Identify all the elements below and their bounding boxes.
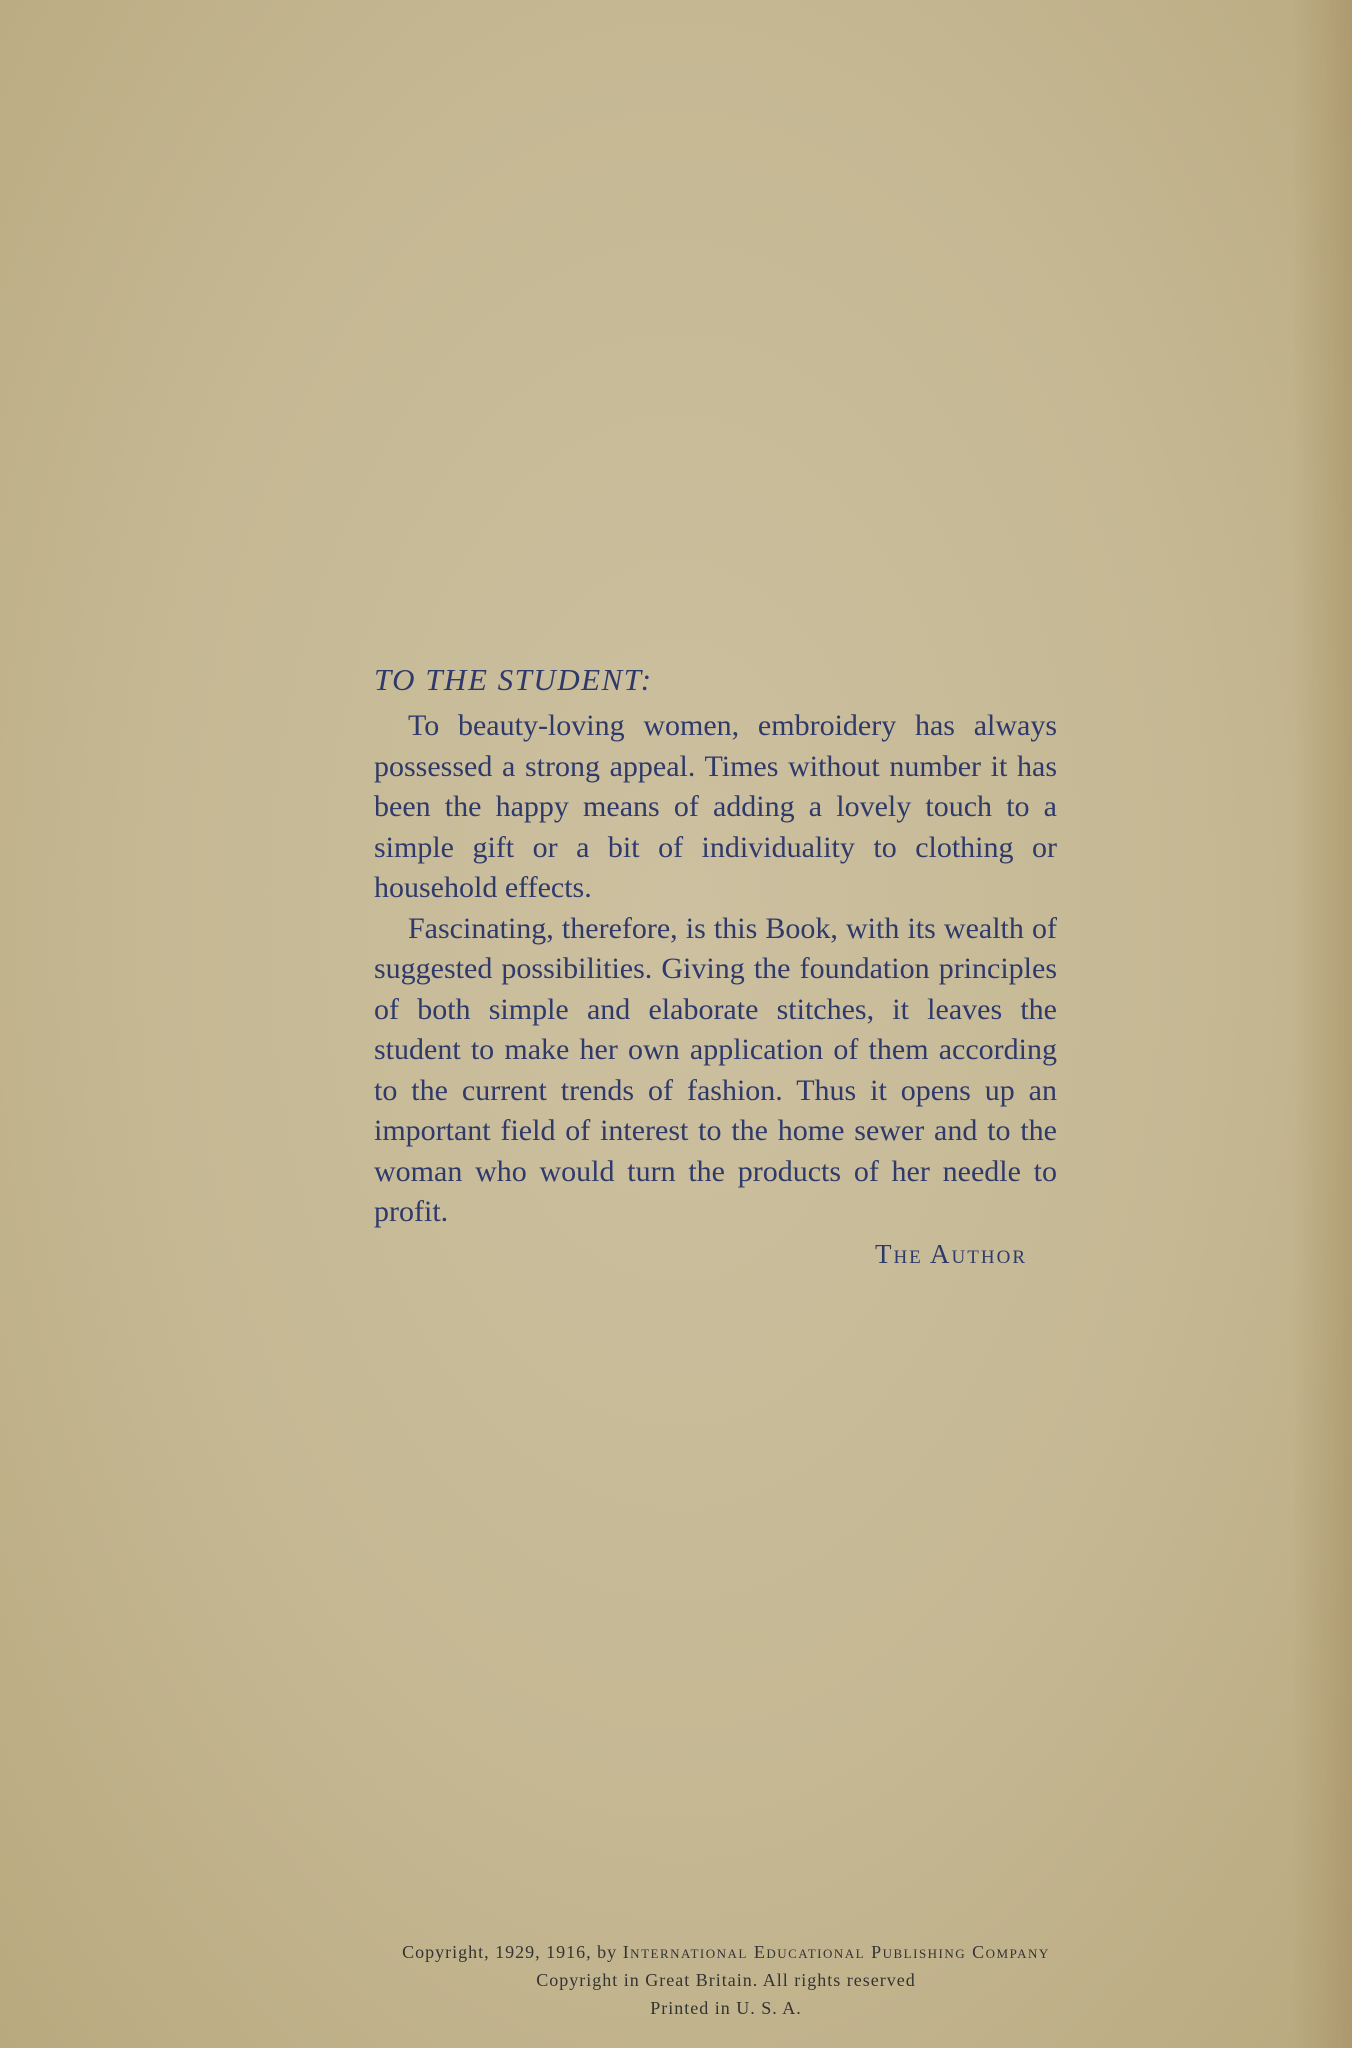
preface-heading: TO THE STUDENT: xyxy=(374,662,653,697)
preface-section xyxy=(374,660,1057,1270)
preface-paragraph-1: To beauty-loving women, embroidery has always possessed a strong appeal. Times without number it has been the happy means of adding a lovely touch to a simple gift or a bit of individuality to clothing or household effects. xyxy=(374,709,1057,904)
publisher-name: International Educational Publishing Company xyxy=(622,1942,1050,1962)
copyright-years: Copyright, 1929, 1916, by xyxy=(402,1942,618,1962)
author-signature: The Author xyxy=(874,1238,1027,1269)
preface-paragraph-2: Fascinating, therefore, is this Book, with its wealth of suggested possibilities. Giving the foundation principles of both simple and elaborate stitches, it leaves the student to make her own application of them according to the current trends of fashion. Thus it opens up an important field of interest to the home sewer and to the woman who would turn the products of her needle to profit. xyxy=(374,911,1057,1228)
copyright-line-3: Printed in U. S. A. xyxy=(650,1998,802,2018)
page-edge-shadow xyxy=(1292,0,1352,2048)
copyright-line-1 xyxy=(200,1938,1252,1966)
copyright-line-2: Copyright in Great Britain. All rights reserved xyxy=(536,1970,916,1990)
copyright-notice xyxy=(200,1938,1252,2022)
